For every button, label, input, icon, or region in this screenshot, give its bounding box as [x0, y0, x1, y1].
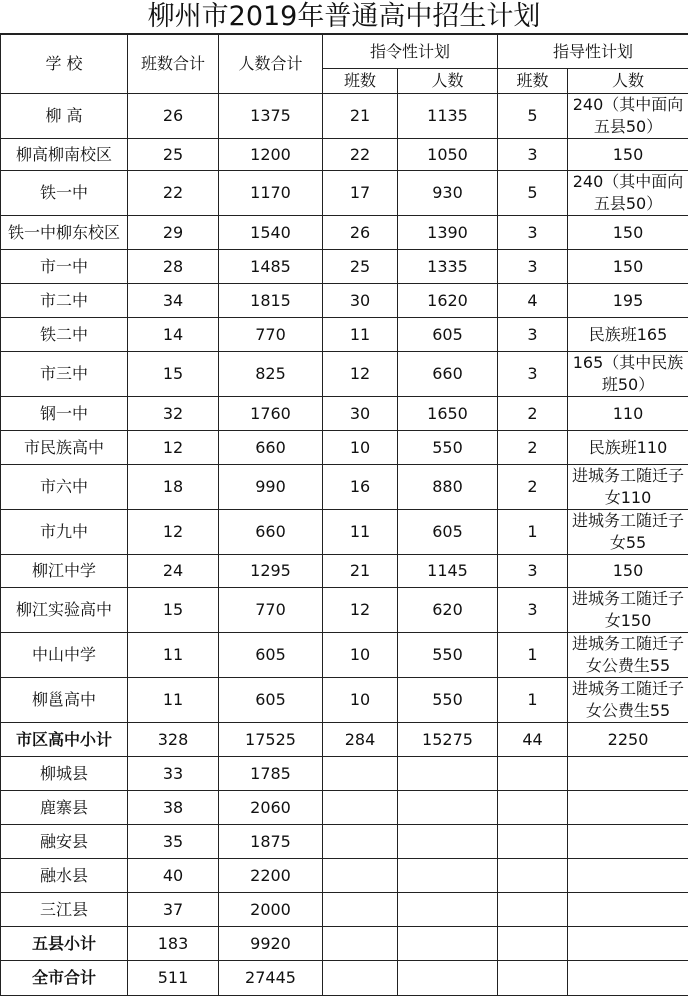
- cell-directive-people: 660: [398, 352, 498, 397]
- cell-guidance-people: 2250: [568, 723, 688, 757]
- cell-directive-classes: [323, 859, 398, 893]
- cell-guidance-people: [568, 893, 688, 927]
- cell-class-total: 14: [128, 318, 219, 352]
- cell-directive-classes: 10: [323, 678, 398, 723]
- cell-class-total: 511: [128, 961, 219, 996]
- table-row: [1, 431, 688, 465]
- cell-class-total: 328: [128, 723, 219, 757]
- cell-guidance-people: 240（其中面向五县50）: [568, 94, 688, 139]
- cell-school: 市六中: [1, 465, 128, 510]
- cell-directive-people: 550: [398, 633, 498, 678]
- cell-directive-classes: 11: [323, 510, 398, 555]
- cell-guidance-classes: 3: [498, 250, 568, 284]
- cell-school: 市九中: [1, 510, 128, 555]
- cell-guidance-people: 进城务工随迁子女110: [568, 465, 688, 510]
- cell-guidance-classes: 3: [498, 352, 568, 397]
- cell-guidance-classes: 5: [498, 94, 568, 139]
- cell-guidance-people: [568, 927, 688, 961]
- header-directive-classes: 班数: [323, 69, 398, 94]
- table-row: [1, 139, 688, 171]
- cell-school: 钢一中: [1, 397, 128, 431]
- cell-people-total: 2060: [219, 791, 323, 825]
- cell-people-total: 1485: [219, 250, 323, 284]
- cell-directive-classes: [323, 757, 398, 791]
- cell-class-total: 12: [128, 431, 219, 465]
- cell-guidance-classes: [498, 757, 568, 791]
- cell-guidance-people: [568, 791, 688, 825]
- cell-directive-people: [398, 893, 498, 927]
- cell-directive-classes: 17: [323, 171, 398, 216]
- cell-school: 市二中: [1, 284, 128, 318]
- header-people-total: 人数合计: [219, 35, 323, 94]
- cell-school: 柳邕高中: [1, 678, 128, 723]
- cell-guidance-people: [568, 859, 688, 893]
- table-row: [1, 352, 688, 397]
- table-row: [1, 397, 688, 431]
- cell-people-total: 1815: [219, 284, 323, 318]
- cell-directive-classes: 25: [323, 250, 398, 284]
- cell-class-total: 18: [128, 465, 219, 510]
- cell-directive-people: 1145: [398, 555, 498, 588]
- header-guidance-plan: 指导性计划: [498, 35, 688, 69]
- cell-directive-people: 620: [398, 588, 498, 633]
- cell-guidance-classes: 2: [498, 397, 568, 431]
- cell-directive-people: [398, 859, 498, 893]
- cell-guidance-classes: 1: [498, 633, 568, 678]
- cell-school: 柳高柳南校区: [1, 139, 128, 171]
- cell-guidance-classes: 44: [498, 723, 568, 757]
- cell-guidance-classes: 3: [498, 318, 568, 352]
- cell-directive-people: [398, 927, 498, 961]
- cell-people-total: 1170: [219, 171, 323, 216]
- cell-directive-people: 1650: [398, 397, 498, 431]
- cell-directive-people: 1390: [398, 216, 498, 250]
- header-directive-plan: 指令性计划: [323, 35, 498, 69]
- cell-guidance-classes: 3: [498, 555, 568, 588]
- cell-people-total: 1760: [219, 397, 323, 431]
- cell-directive-classes: [323, 825, 398, 859]
- cell-class-total: 40: [128, 859, 219, 893]
- cell-people-total: 1875: [219, 825, 323, 859]
- cell-directive-classes: 21: [323, 94, 398, 139]
- cell-directive-classes: [323, 961, 398, 996]
- cell-people-total: 605: [219, 678, 323, 723]
- cell-school: 市民族高中: [1, 431, 128, 465]
- cell-guidance-people: [568, 825, 688, 859]
- cell-class-total: 12: [128, 510, 219, 555]
- cell-directive-classes: 22: [323, 139, 398, 171]
- table-row: [1, 723, 688, 757]
- cell-class-total: 183: [128, 927, 219, 961]
- cell-people-total: 1785: [219, 757, 323, 791]
- cell-directive-people: 550: [398, 678, 498, 723]
- cell-directive-people: [398, 961, 498, 996]
- cell-directive-classes: 12: [323, 352, 398, 397]
- table-row: [1, 893, 688, 927]
- header-row: [1, 35, 688, 69]
- cell-guidance-people: 150: [568, 139, 688, 171]
- cell-class-total: 26: [128, 94, 219, 139]
- cell-school: 柳江实验高中: [1, 588, 128, 633]
- cell-class-total: 28: [128, 250, 219, 284]
- cell-school: 三江县: [1, 893, 128, 927]
- cell-directive-classes: 12: [323, 588, 398, 633]
- cell-guidance-people: 195: [568, 284, 688, 318]
- cell-directive-people: 605: [398, 510, 498, 555]
- table-row: [1, 318, 688, 352]
- cell-directive-people: 930: [398, 171, 498, 216]
- cell-directive-people: 605: [398, 318, 498, 352]
- table-row: [1, 791, 688, 825]
- cell-directive-people: 1335: [398, 250, 498, 284]
- cell-class-total: 33: [128, 757, 219, 791]
- cell-class-total: 11: [128, 678, 219, 723]
- cell-people-total: 770: [219, 588, 323, 633]
- cell-guidance-people: 进城务工随迁子女55: [568, 510, 688, 555]
- table-row: [1, 633, 688, 678]
- table-row: [1, 171, 688, 216]
- cell-school: 中山中学: [1, 633, 128, 678]
- cell-class-total: 37: [128, 893, 219, 927]
- table-row: [1, 927, 688, 961]
- header-school: 学 校: [1, 35, 128, 94]
- cell-school: 市区高中小计: [1, 723, 128, 757]
- cell-school: 柳城县: [1, 757, 128, 791]
- cell-school: 柳 高: [1, 94, 128, 139]
- cell-class-total: 15: [128, 352, 219, 397]
- cell-guidance-people: 165（其中民族班50）: [568, 352, 688, 397]
- cell-people-total: 770: [219, 318, 323, 352]
- cell-class-total: 35: [128, 825, 219, 859]
- cell-class-total: 15: [128, 588, 219, 633]
- table-row: [1, 588, 688, 633]
- cell-directive-classes: 10: [323, 633, 398, 678]
- cell-guidance-classes: [498, 893, 568, 927]
- cell-guidance-classes: 3: [498, 588, 568, 633]
- cell-people-total: 1295: [219, 555, 323, 588]
- cell-guidance-classes: [498, 927, 568, 961]
- cell-guidance-classes: [498, 791, 568, 825]
- cell-people-total: 1200: [219, 139, 323, 171]
- header-guidance-people: 人数: [568, 69, 688, 94]
- table-row: [1, 465, 688, 510]
- cell-people-total: 1375: [219, 94, 323, 139]
- cell-guidance-people: 240（其中面向五县50）: [568, 171, 688, 216]
- cell-school: 五县小计: [1, 927, 128, 961]
- cell-school: 铁一中: [1, 171, 128, 216]
- table-row: [1, 961, 688, 996]
- table-row: [1, 678, 688, 723]
- page-title: 柳州市2019年普通高中招生计划: [0, 0, 688, 34]
- table-row: [1, 825, 688, 859]
- cell-guidance-classes: 2: [498, 465, 568, 510]
- header-class-total: 班数合计: [128, 35, 219, 94]
- cell-directive-classes: 26: [323, 216, 398, 250]
- cell-people-total: 2200: [219, 859, 323, 893]
- cell-directive-people: [398, 757, 498, 791]
- table-row: [1, 94, 688, 139]
- cell-guidance-people: 150: [568, 216, 688, 250]
- cell-directive-classes: 10: [323, 431, 398, 465]
- table-row: [1, 757, 688, 791]
- cell-directive-classes: 16: [323, 465, 398, 510]
- cell-directive-classes: [323, 893, 398, 927]
- cell-people-total: 605: [219, 633, 323, 678]
- cell-class-total: 34: [128, 284, 219, 318]
- cell-class-total: 29: [128, 216, 219, 250]
- cell-school: 柳江中学: [1, 555, 128, 588]
- cell-people-total: 9920: [219, 927, 323, 961]
- cell-people-total: 990: [219, 465, 323, 510]
- cell-directive-classes: 21: [323, 555, 398, 588]
- cell-guidance-classes: 1: [498, 678, 568, 723]
- cell-directive-people: 1050: [398, 139, 498, 171]
- cell-directive-people: 550: [398, 431, 498, 465]
- cell-people-total: 825: [219, 352, 323, 397]
- cell-guidance-people: [568, 757, 688, 791]
- cell-guidance-people: 进城务工随迁子女公费生55: [568, 633, 688, 678]
- cell-directive-people: 1135: [398, 94, 498, 139]
- cell-directive-classes: [323, 927, 398, 961]
- cell-directive-classes: 30: [323, 284, 398, 318]
- cell-guidance-people: 民族班165: [568, 318, 688, 352]
- table-row: [1, 510, 688, 555]
- cell-guidance-classes: 2: [498, 431, 568, 465]
- cell-people-total: 27445: [219, 961, 323, 996]
- header-directive-people: 人数: [398, 69, 498, 94]
- cell-directive-people: [398, 825, 498, 859]
- cell-guidance-people: 150: [568, 250, 688, 284]
- cell-school: 市三中: [1, 352, 128, 397]
- cell-school: 铁一中柳东校区: [1, 216, 128, 250]
- cell-people-total: 2000: [219, 893, 323, 927]
- cell-class-total: 22: [128, 171, 219, 216]
- cell-guidance-people: 进城务工随迁子女150: [568, 588, 688, 633]
- cell-people-total: 660: [219, 431, 323, 465]
- cell-class-total: 32: [128, 397, 219, 431]
- cell-class-total: 25: [128, 139, 219, 171]
- header-guidance-classes: 班数: [498, 69, 568, 94]
- cell-school: 融安县: [1, 825, 128, 859]
- cell-directive-classes: 30: [323, 397, 398, 431]
- cell-school: 全市合计: [1, 961, 128, 996]
- table-row: [1, 284, 688, 318]
- cell-school: 鹿寨县: [1, 791, 128, 825]
- cell-directive-classes: [323, 791, 398, 825]
- table-row: [1, 555, 688, 588]
- cell-guidance-classes: 4: [498, 284, 568, 318]
- cell-guidance-classes: 3: [498, 139, 568, 171]
- cell-guidance-classes: [498, 859, 568, 893]
- table-row: [1, 216, 688, 250]
- cell-directive-people: 880: [398, 465, 498, 510]
- cell-guidance-classes: [498, 961, 568, 996]
- table-row: [1, 250, 688, 284]
- cell-people-total: 660: [219, 510, 323, 555]
- cell-guidance-classes: 5: [498, 171, 568, 216]
- cell-guidance-people: 150: [568, 555, 688, 588]
- cell-school: 市一中: [1, 250, 128, 284]
- cell-directive-classes: 11: [323, 318, 398, 352]
- cell-guidance-people: 进城务工随迁子女公费生55: [568, 678, 688, 723]
- enrollment-plan-table: [0, 34, 688, 996]
- cell-directive-classes: 284: [323, 723, 398, 757]
- cell-guidance-people: 民族班110: [568, 431, 688, 465]
- cell-class-total: 11: [128, 633, 219, 678]
- cell-guidance-classes: 3: [498, 216, 568, 250]
- cell-guidance-people: [568, 961, 688, 996]
- cell-directive-people: 1620: [398, 284, 498, 318]
- cell-directive-people: [398, 791, 498, 825]
- cell-people-total: 17525: [219, 723, 323, 757]
- cell-school: 铁二中: [1, 318, 128, 352]
- table-body: [1, 94, 688, 996]
- cell-guidance-classes: 1: [498, 510, 568, 555]
- cell-class-total: 24: [128, 555, 219, 588]
- cell-directive-people: 15275: [398, 723, 498, 757]
- cell-guidance-people: 110: [568, 397, 688, 431]
- table-row: [1, 859, 688, 893]
- cell-class-total: 38: [128, 791, 219, 825]
- cell-guidance-classes: [498, 825, 568, 859]
- cell-school: 融水县: [1, 859, 128, 893]
- cell-people-total: 1540: [219, 216, 323, 250]
